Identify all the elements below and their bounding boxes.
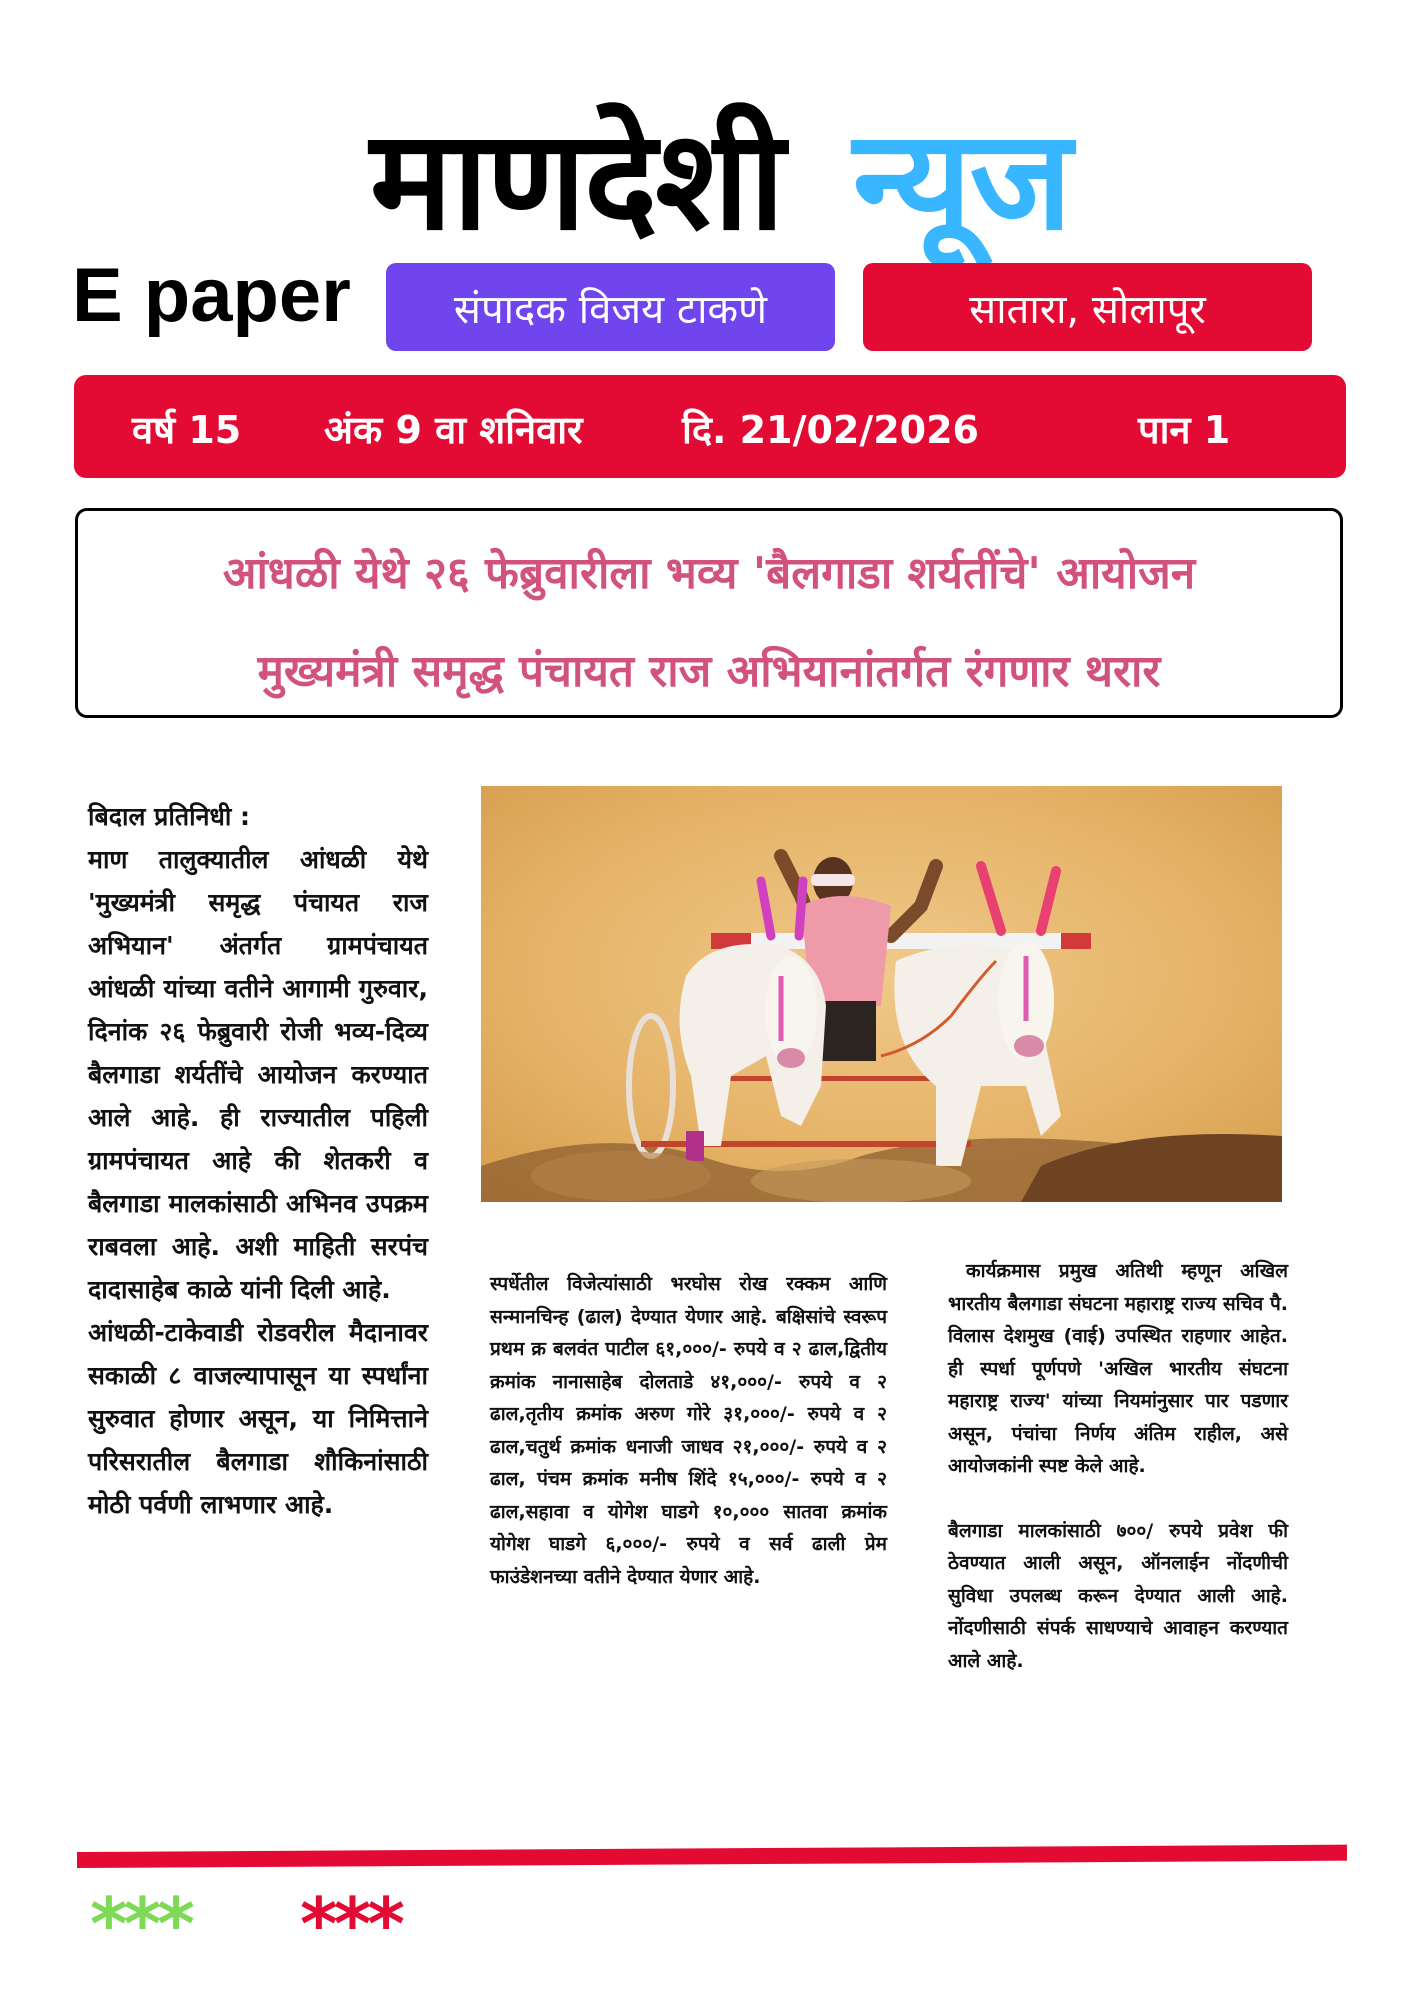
article-column-2	[490, 1268, 887, 1593]
article-paragraph-text: कार्यक्रमास प्रमुख अतिथी म्हणून अखिल भारतीय बैलगाडा संघटना महाराष्ट्र राज्य सचिव पै. विलास देशमुख (वाई) उपस्थित राहणार आहेत. ही स्पर्धा पूर्णपणे 'अखिल भारतीय संघटना महाराष्ट्र राज्य' यांच्या नियमांनुसार पार पडणार असून, पंचांचा निर्णय अंतिम राहील, असे आयोजकांनी स्पष्ट केले आहे.	[948, 1260, 1288, 1477]
issue-info-bar	[74, 375, 1346, 478]
headline-sub: मुख्यमंत्री समृद्ध पंचायत राज अभियानांतर्गत रंगणार थरार	[257, 646, 1161, 697]
location-badge-label: सातारा, सोलापूर	[969, 286, 1206, 333]
footer-divider	[77, 1845, 1347, 1868]
issue-date: दि. 21/02/2026	[682, 408, 979, 452]
editor-badge	[386, 263, 835, 351]
article-column-1	[88, 795, 428, 1526]
article-paragraph: माण तालुक्यातील आंधळी येथे 'मुख्यमंत्री समृद्ध पंचायत राज अभियान' अंतर्गत ग्रामपंचायत आंधळी यांच्या वतीने आगामी गुरुवार, दिनांक २६ फेब्रुवारी रोजी भव्य-दिव्य बैलगाडा शर्यतींचे आयोजन करण्यात आले आहे. ही राज्यातील पहिली ग्रामपंचायत आहे की शेतकरी व बैलगाडा मालकांसाठी अभिनव उपक्रम राबवला आहे. अशी माहिती सरपंच दादासाहेब काळे यांनी दिली आहे.	[88, 845, 428, 1304]
article-paragraph: बैलगाडा मालकांसाठी ७००/ रुपये प्रवेश फी ठेवण्यात आली असून, ऑनलाईन नोंदणीची सुविधा उपलब्ध करून देण्यात आली आहे. नोंदणीसाठी संपर्क साधण्याचे आवाहन करण्यात आले आहे.	[948, 1519, 1288, 1672]
edition-label: E paper	[72, 253, 351, 338]
article-column-3	[948, 1255, 1288, 1677]
issue-year: वर्ष 15	[132, 408, 242, 452]
article-photo	[481, 786, 1282, 1202]
masthead-title-news: न्यूज	[852, 100, 1071, 261]
bullock-cart-race-image	[481, 786, 1282, 1202]
masthead-title	[370, 80, 1071, 261]
page-number: पान 1	[1138, 408, 1231, 452]
editor-badge-label: संपादक विजय टाकणे	[453, 286, 768, 333]
red-asterisks-ornament: ***	[300, 1882, 401, 1966]
masthead-title-mandeshi: माणदेशी	[370, 100, 783, 261]
green-asterisks-ornament: ***	[90, 1882, 191, 1966]
article-paragraph: आंधळी-टाकेवाडी रोडवरील मैदानावर सकाळी ८ वाजल्यापासून या स्पर्धांना सुरुवात होणार असून, या निमित्ताने परिसरातील बैलगाडा शौकिनांसाठी मोठी पर्वणी लाभणार आहे.	[88, 1318, 428, 1519]
article-paragraph	[948, 1255, 1288, 1483]
headline-box	[75, 508, 1343, 718]
issue-number-day: अंक 9 वा शनिवार	[324, 408, 583, 452]
headline-main: आंधळी येथे २६ फेब्रुवारीला भव्य 'बैलगाडा शर्यतींचे' आयोजन	[222, 548, 1196, 599]
article-byline: बिदाल प्रतिनिधी :	[88, 802, 251, 831]
article-paragraph: स्पर्धेतील विजेत्यांसाठी भरघोस रोख रक्कम आणि सन्मानचिन्ह (ढाल) देण्यात येणार आहे. बक्षिसांचे स्वरूप प्रथम क्र बलवंत पाटील ६१,०००/- रुपये व २ ढाल,द्वितीय क्रमांक नानासाहेब दोलताडे ४१,०००/- रुपये व २ ढाल,तृतीय क्रमांक अरुण गोरे ३१,०००/- रुपये व २ ढाल,चतुर्थ क्रमांक धनाजी जाधव २१,०००/- रुपये व २ ढाल, पंचम क्रमांक मनीष शिंदे १५,०००/- रुपये व २ ढाल,सहावा व योगेश घाडगे १०,००० सातवा क्रमांक योगेश घाडगे ६,०००/- रुपये व सर्व ढाली प्रेम फाउंडेशनच्या वतीने देण्यात येणार आहे.	[490, 1273, 887, 1588]
location-badge	[863, 263, 1312, 351]
paragraph-spacer	[948, 1483, 1288, 1515]
